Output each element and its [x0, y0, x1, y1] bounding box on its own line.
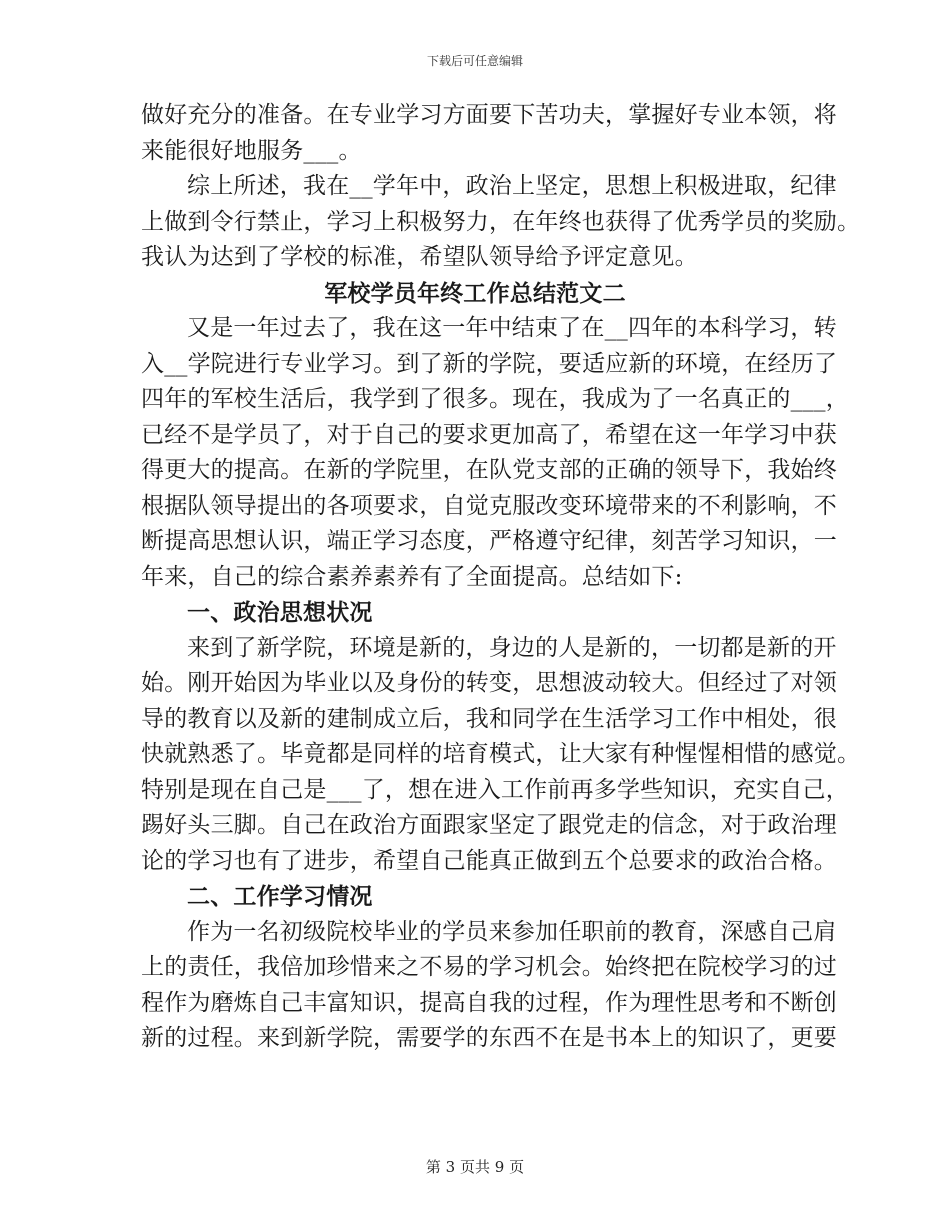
paragraph-line: 我认为达到了学校的标准，希望队领导给予评定意见。	[141, 244, 698, 270]
paragraph-line: 断提高思想认识，端正学习态度，严格遵守纪律，刻苦学习知识，一	[141, 528, 837, 554]
paragraph-line: 论的学习也有了进步，希望自己能真正做到五个总要求的政治合格。	[141, 847, 837, 874]
paragraph-line: 上的责任，我倍加珍惜来之不易的学习机会。始终把在院校学习的过	[141, 954, 837, 980]
paragraph-line: 特别是现在自己是___了，想在进入工作前再多学些知识，充实自己，	[141, 776, 849, 803]
section-heading: 二、工作学习情况	[187, 883, 373, 910]
paragraph-line: 踢好头三脚。自己在政治方面跟家坚定了跟党走的信念，对于政治理	[141, 812, 837, 838]
paragraph-line: 快就熟悉了。毕竟都是同样的培育模式，让大家有种惺惺相惜的感觉。	[141, 741, 861, 767]
paragraph-line: 入__学院进行专业学习。到了新的学院，要适应新的环境，在经历了	[141, 350, 838, 377]
page-footer: 第 3 页共 9 页	[425, 1158, 525, 1176]
paragraph-line: 来能很好地服务___。	[141, 137, 362, 164]
paragraph-line: 始。刚开始因为毕业以及身份的转变，思想波动较大。但经过了对领	[141, 670, 837, 696]
section-heading: 一、政治思想状况	[187, 599, 373, 626]
paragraph-line: 根据队领导提出的各项要求，自觉克服改变环境带来的不利影响，不	[141, 492, 837, 519]
paragraph-line: 新的过程。来到新学院，需要学的东西不在是书本上的知识了，更要	[141, 1025, 837, 1051]
paragraph-line: 做好充分的准备。在专业学习方面要下苦功夫，掌握好专业本领，将	[141, 102, 837, 128]
paragraph-line: 上做到令行禁止，学习上积极努力，在年终也获得了优秀学员的奖励。	[141, 208, 861, 235]
paragraph-line: 已经不是学员了，对于自己的要求更加高了，希望在这一年学习中获	[141, 421, 837, 448]
section-title: 军校学员年终工作总结范文二	[324, 279, 626, 307]
paragraph-line: 来到了新学院，环境是新的，身边的人是新的，一切都是新的开	[187, 634, 837, 661]
document-body	[141, 98, 861, 1057]
paragraph-line: 年来，自己的综合素养素养有了全面提高。总结如下:	[141, 563, 683, 590]
paragraph-line: 四年的军校生活后，我学到了很多。现在，我成为了一名真正的___，	[141, 386, 849, 412]
paragraph-line: 程作为磨炼自己丰富知识，提高自我的过程，作为理性思考和不断创	[141, 989, 837, 1016]
paragraph-line: 又是一年过去了，我在这一年中结束了在__四年的本科学习，转	[187, 315, 837, 341]
page-header: 下载后可任意编辑	[426, 54, 523, 68]
paragraph-line: 作为一名初级院校毕业的学员来参加任职前的教育，深感自己肩	[187, 918, 837, 945]
paragraph-line: 综上所述，我在__学年中，政治上坚定，思想上积极进取，纪律	[187, 173, 837, 199]
paragraph-line: 导的教育以及新的建制成立后，我和同学在生活学习工作中相处，很	[141, 705, 837, 732]
paragraph-line: 得更大的提高。在新的学院里，在队党支部的正确的领导下，我始终	[141, 457, 837, 483]
